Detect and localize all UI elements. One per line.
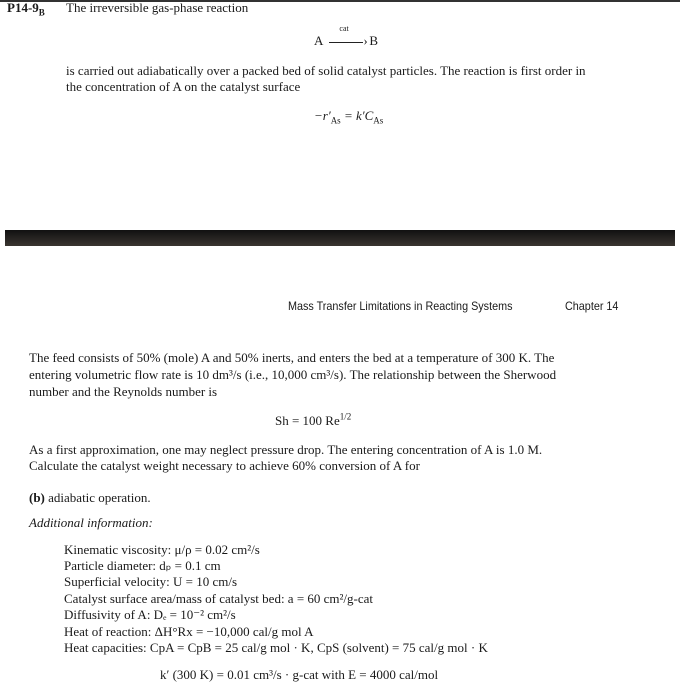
page-header-title: Mass Transfer Limitations in Reacting Systems [288, 299, 513, 313]
paragraph-line: entering volumetric flow rate is 10 dm³/s (i.e., 10,000 cm³/s). The relationship between the Sherwood [29, 367, 557, 382]
reaction-equation: A cat › B [314, 24, 379, 48]
info-item: Kinematic viscosity: μ/ρ = 0.02 cm²/s [64, 542, 260, 557]
info-item: Diffusivity of A: Dₑ = 10⁻² cm²/s [64, 607, 236, 622]
info-item: Superficial velocity: U = 10 cm/s [64, 574, 238, 589]
paragraph-line: number and the Reynolds number is [29, 384, 218, 399]
info-item: Catalyst surface area/mass of catalyst bed: a = 60 cm²/g-cat [64, 591, 374, 606]
arrow-icon: cat › [329, 33, 363, 49]
paragraph-line: Calculate the catalyst weight necessary to achieve 60% conversion of A for [29, 458, 420, 473]
problem-intro: The irreversible gas-phase reaction [66, 0, 249, 15]
rate-constant-line: k′ (300 K) = 0.01 cm³/s · g-cat with E = 4000 cal/mol [160, 667, 439, 682]
rate-equation: $-r'_{As} = k'C_{As}$ [314, 108, 384, 126]
paragraph-line: As a first approximation, one may neglect pressure drop. The entering concentration of A is 1.0 M. [29, 442, 543, 457]
info-item: Heat of reaction: ΔH°Rx = −10,000 cal/g mol A [64, 624, 314, 639]
info-item: Particle diameter: dₚ = 0.1 cm [64, 558, 221, 573]
page-divider [5, 230, 675, 246]
sherwood-equation: Sh = 100 $Re^{1/2}$ [275, 411, 352, 428]
page-header-chapter: Chapter 14 [565, 299, 619, 313]
additional-heading: Additional information: [29, 515, 153, 530]
paragraph-line: the concentration of A on the catalyst surface [66, 79, 301, 94]
info-item: Heat capacities: CpA = CpB = 25 cal/g mol · K, CpS (solvent) = 75 cal/g mol · K [64, 640, 488, 655]
paragraph-line: is carried out adiabatically over a packed bed of solid catalyst particles. The reaction is first order in [66, 63, 586, 78]
problem-number: $P14-9_B$ [7, 0, 45, 18]
part-b: (b) adiabatic operation. [29, 490, 151, 505]
paragraph-line: The feed consists of 50% (mole) A and 50% inerts, and enters the bed at a temperature of 300 K. The [29, 350, 555, 365]
